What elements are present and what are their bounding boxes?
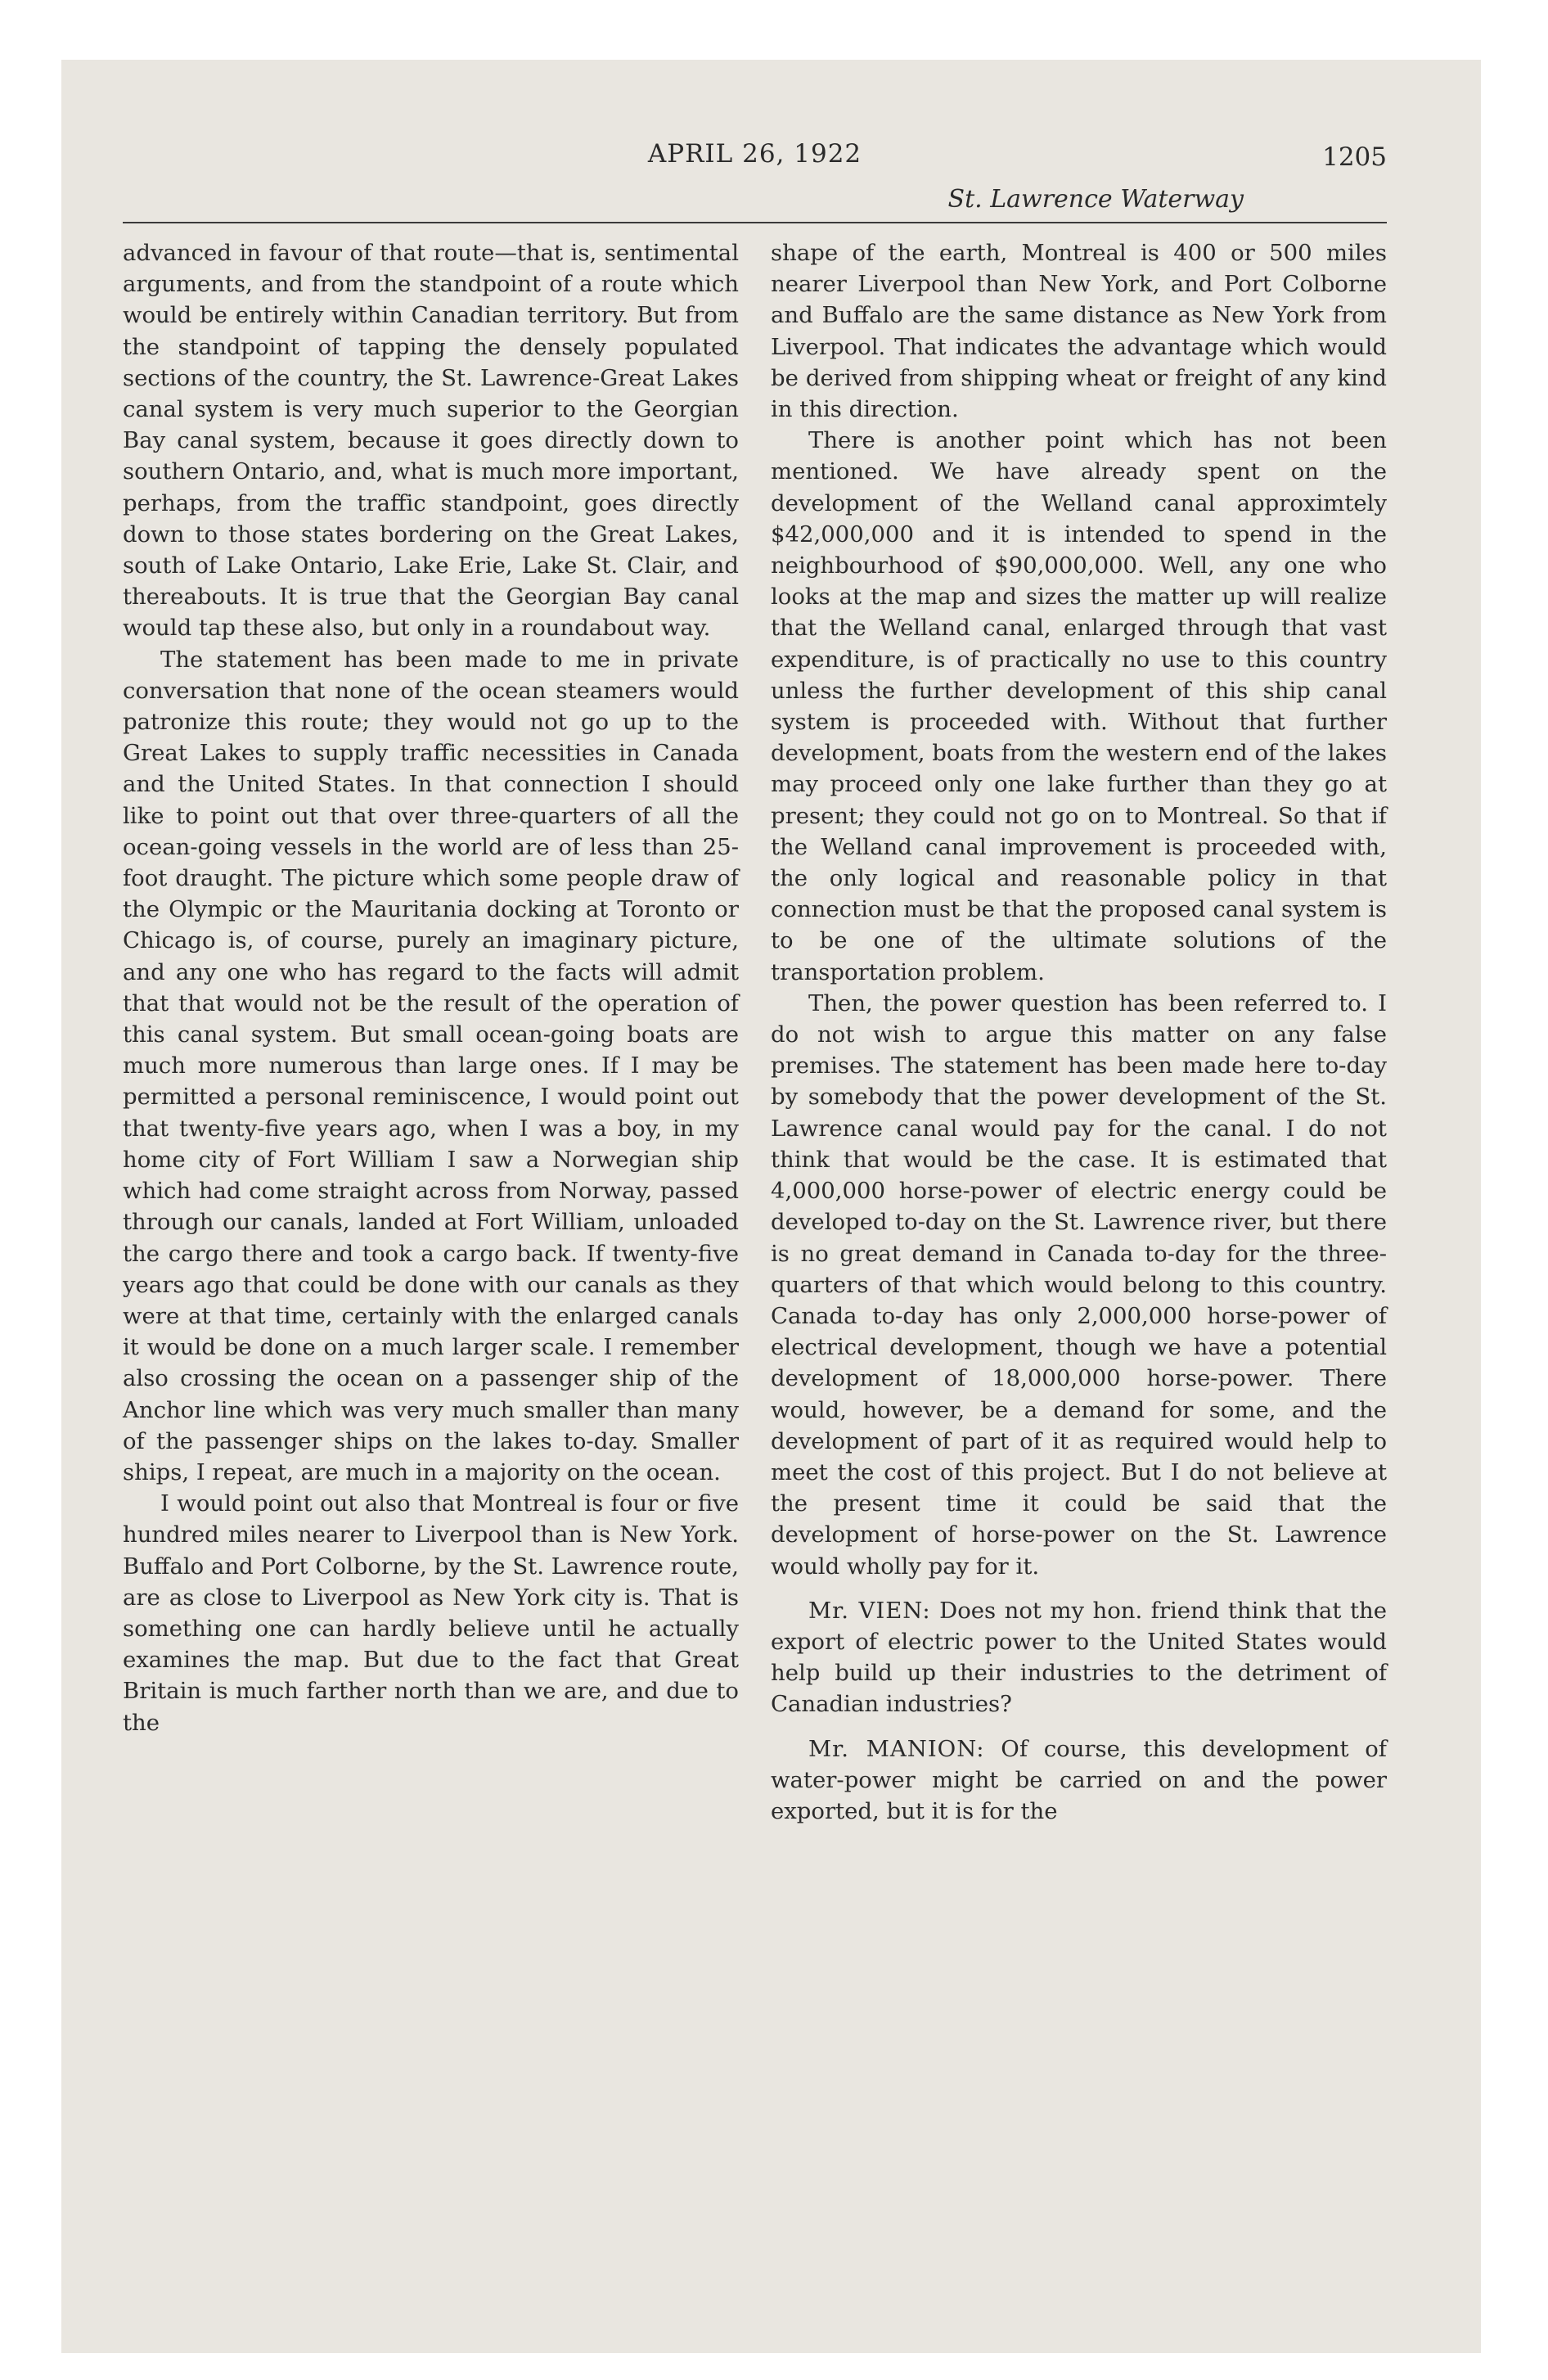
paragraph: shape of the earth, Montreal is 400 or 500 miles nearer Liverpool than New York, and Port Colborne and Buffalo are the same distance as New York from Liverpool. That indicates the advantage which would be derived from shipping wheat or freight of any kind in this direction. [771,240,1387,423]
document-page [123,139,1387,2292]
text-columns [123,237,1387,1827]
paragraph: The statement has been made to me in private conversation that none of the ocean steamers would patronize this route; they would not go up to the Great Lakes to supply traffic necessities in Canada and the United States. In that connection I should like to point out that over three-quarters of all the ocean-going vessels in the world are of less than 25-foot draught. The picture which some people draw of the Olympic or the Mauritania docking at Toronto or Chicago is, of course, purely an imaginary picture, and any one who has regard to the facts will admit that that would not be the result of the operation of this canal system. But small ocean-going boats are much more numerous than large ones. If I may be permitted a personal reminiscence, I would point out that twenty-five years ago, when I was a boy, in my home city of Fort William I saw a Norwegian ship which had come straight across from Norway, passed through our canals, landed at Fort William, unloaded the cargo there and took a cargo back. If twenty-five years ago that could be done with our canals as they were at that time, certainly with the enlarged canals it would be done on a much larger scale. I remember also crossing the ocean on a passenger ship of the Anchor line which was very much smaller than many of the passenger ships on the lakes to-day. Smaller ships, I repeat, are much in a majority on the ocean. [123,646,739,1485]
paragraph: advanced in favour of that route—that is, sentimental arguments, and from the standpoint of a route which would be entirely within Canadian territory. But from the standpoint of tapping the densely populated sections of the country, the St. Lawrence-Great Lakes canal system is very much superior to the Georgian Bay canal system, because it goes directly down to southern Ontario, and, what is much more important, perhaps, from the traffic standpoint, goes directly down to those states bordering on the Great Lakes, south of Lake Ontario, Lake Erie, Lake St. Clair, and thereabouts. It is true that the Georgian Bay canal would tap these also, but only in a roundabout way. [123,240,739,642]
right-column [771,237,1387,1827]
paragraph: Then, the power question has been referred to. I do not wish to argue this matter on any false premises. The statement has been made here to-day by somebody that the power development of the St. Lawrence canal would pay for the canal. I do not think that would be the case. It is estimated that 4,000,000 horse-power of electric energy could be developed to-day on the St. Lawrence river, but there is no great demand in Canada to-day for the three-quarters of that which would belong to this country. Canada to-day has only 2,000,000 horse-power of electrical development, though we have a potential development of 18,000,000 horse-power. There would, however, be a demand for some, and the development of part of it as required would help to meet the cost of this project. But I do not believe at the present time it could be said that the development of horse-power on the St. Lawrence would wholly pay for it. [771,989,1387,1580]
paragraph: I would point out also that Montreal is four or five hundred miles nearer to Liverpool than is New York. Buffalo and Port Colborne, by the St. Lawrence route, are as close to Liverpool as New York city is. That is something one can hardly believe until he actually examines the map. But due to the fact that Great Britain is much farther north than we are, and due to the [123,1490,739,1736]
left-column [123,237,739,1827]
speaker-name: Mr. MANION: [808,1735,985,1762]
speech-vien [771,1595,1387,1720]
speech-manion [771,1733,1387,1828]
speaker-name: Mr. VIEN: [808,1597,931,1624]
speech-text: Does not my hon. friend think that the export of electric power to the United States would help build up their industries to the detriment of Canadian industries? [771,1597,1387,1718]
header-subject: St. Lawrence Waterway [947,185,1244,214]
header-date: APRIL 26, 1922 [647,139,862,169]
header-rule [123,222,1387,223]
running-header [123,139,1387,221]
page-number: 1205 [1322,142,1387,172]
paragraph: There is another point which has not been mentioned. We have already spent on the development of the Welland canal approximtely $42,000,000 and it is intended to spend in the neighbourhood of $90,000,000. Well, any one who looks at the map and sizes the matter up will realize that the Welland canal, enlarged through that vast expenditure, is of practically no use to this country unless the further development of this ship canal system is proceeded with. Without that further development, boats from the western end of the lakes may proceed only one lake further than they go at present; they could not go on to Montreal. So that if the Welland canal improvement is proceeded with, the only logical and reasonable policy in that connection must be that the proposed canal system is to be one of the ultimate solutions of the transportation problem. [771,427,1387,985]
speech-text: Of course, this development of water-power might be carried on and the power exported, but it is for the [771,1735,1387,1824]
